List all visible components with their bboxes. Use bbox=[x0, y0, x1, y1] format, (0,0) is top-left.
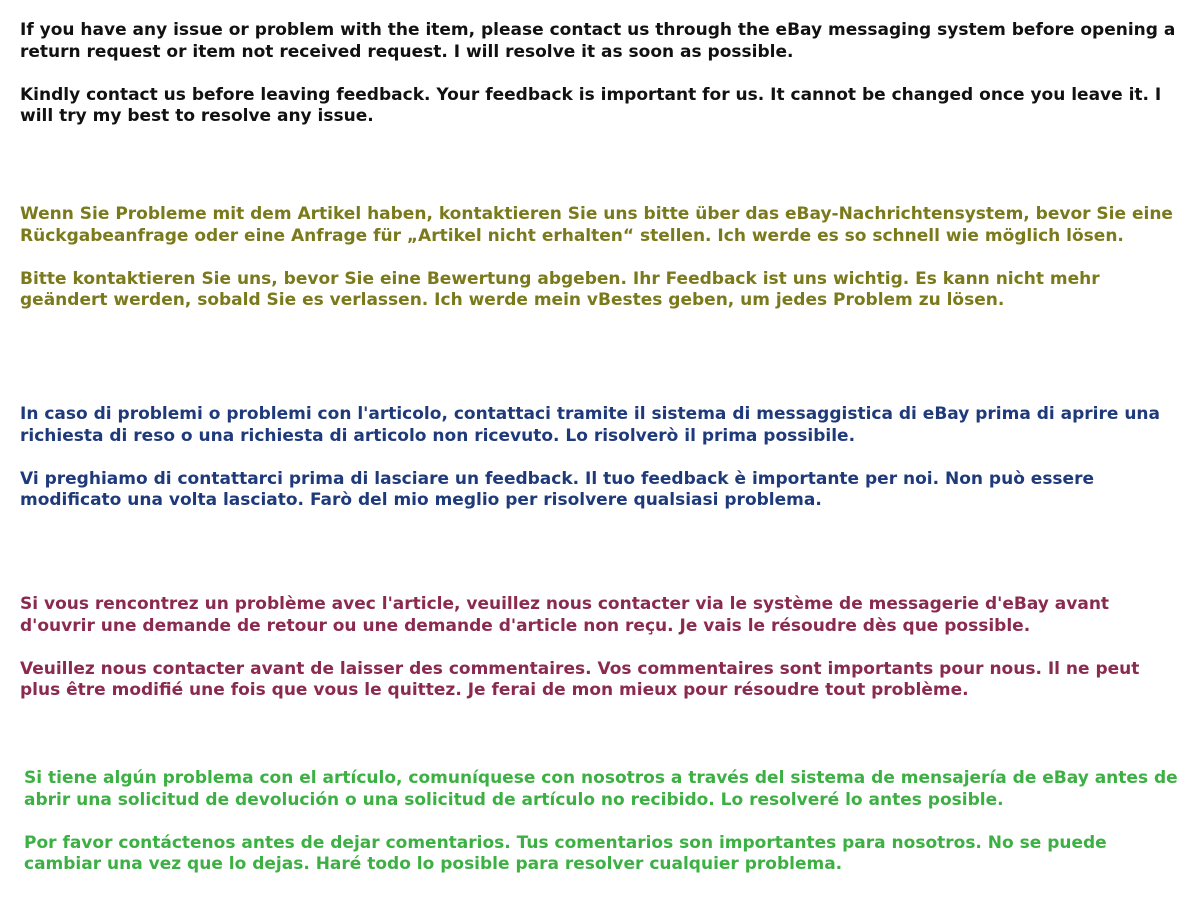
english-policy-block bbox=[20, 20, 1180, 128]
spanish-feedback-paragraph: Por favor contáctenos antes de dejar comentarios. Tus comentarios son importantes para nosotros. No se puede cambiar una vez que lo dejas. Haré todo lo posible para resolver cualquier problema. bbox=[24, 832, 1107, 874]
italian-contact-paragraph: In caso di problemi o problemi con l'articolo, contattaci tramite il sistema di messaggistica di eBay prima di aprire una richiesta di reso o una richiesta di articolo non ricevuto. Lo risolverò il prima possibile. bbox=[20, 404, 1160, 446]
french-feedback-paragraph: Veuillez nous contacter avant de laisser des commentaires. Vos commentaires sont importants pour nous. Il ne peut plus être modifié une fois que vous le quittez. Je ferai de mon mieux pour résoudre tout problème. bbox=[20, 658, 1140, 700]
english-contact-paragraph: If you have any issue or problem with the item, please contact us through the eBay messaging system before opening a return request or item not received request. I will resolve it as soon as possible. bbox=[20, 20, 1176, 62]
italian-policy-block bbox=[20, 404, 1180, 512]
spanish-contact-paragraph: Si tiene algún problema con el artículo, comuníquese con nosotros a través del sistema de mensajería de eBay antes de abrir una solicitud de devolución o una solicitud de artículo no recibido. Lo resolveré lo antes posible. bbox=[24, 768, 1178, 810]
german-policy-block bbox=[20, 204, 1180, 312]
german-feedback-paragraph: Bitte kontaktieren Sie uns, bevor Sie eine Bewertung abgeben. Ihr Feedback ist uns wichtig. Es kann nicht mehr geändert werden, sobald Sie es verlassen. Ich werde mein vBestes geben, um jedes Problem zu lösen. bbox=[20, 268, 1100, 310]
spanish-policy-block bbox=[24, 768, 1184, 876]
french-policy-block bbox=[20, 594, 1180, 702]
english-feedback-paragraph: Kindly contact us before leaving feedback. Your feedback is important for us. It cannot be changed once you leave it. I will try my best to resolve any issue. bbox=[20, 84, 1162, 126]
french-contact-paragraph: Si vous rencontrez un problème avec l'article, veuillez nous contacter via le système de messagerie d'eBay avant d'ouvrir une demande de retour ou une demande d'article non reçu. Je vais le résoudre dès que possible. bbox=[20, 594, 1110, 636]
german-contact-paragraph: Wenn Sie Probleme mit dem Artikel haben, kontaktieren Sie uns bitte über das eBay-Nachrichtensystem, bevor Sie eine Rückgabeanfrage oder eine Anfrage für „Artikel nicht erhalten“ stellen. Ich werde es so schnell wie möglich lösen. bbox=[20, 204, 1173, 246]
italian-feedback-paragraph: Vi preghiamo di contattarci prima di lasciare un feedback. Il tuo feedback è importante per noi. Non può essere modificato una volta lasciato. Farò del mio meglio per risolvere qualsiasi problema. bbox=[20, 468, 1094, 510]
